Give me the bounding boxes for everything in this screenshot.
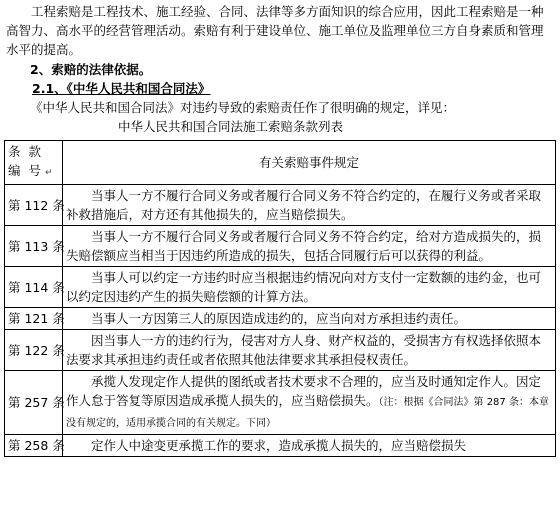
clause-number: 第 257 条 (5, 371, 63, 435)
table-row (5, 330, 556, 371)
table-row (5, 308, 556, 330)
intro-paragraph: 工程索赔是工程技术、施工经验、合同、法律等多方面知识的综合应用，因此工程索赔是一种高智力、高水平的经营管理活动。索赔有利于建设单位、施工单位及监理单位三方自身素质和管理水平的提高。 (6, 4, 544, 57)
clause-number: 第 114 条 (5, 267, 63, 308)
clause-number: 第 112 条 (5, 185, 63, 226)
clause-note: （注：根据《合同法》第 287 条：本章没有规定的，适用承揽合同的有关规定。下同） (66, 397, 549, 429)
clause-text: 当事人可以约定一方违约时应当根据违约情况向对方支付一定数额的违约金，也可以约定因违约产生的损失赔偿额的计算方法。 (63, 267, 556, 308)
clause-text: 因当事人一方的违约行为，侵害对方人身、财产权益的，受损害方有权选择依照本法要求其承担违约责任或者依照其他法律要求其承担侵权责任。 (63, 330, 556, 371)
table-row (5, 226, 556, 267)
clause-table (4, 140, 556, 457)
header-clause-number: 条 款 编 号 ↵ (5, 141, 63, 185)
section-subheading: 2.1、《中华人民共和国合同法》 (32, 81, 211, 96)
clause-number: 第 122 条 (5, 330, 63, 371)
table-row (5, 435, 556, 457)
clause-text: 定作人中途变更承揽工作的要求，造成承揽人损失的，应当赔偿损失 (63, 435, 556, 457)
clause-number: 第 113 条 (5, 226, 63, 267)
clause-text: 当事人一方因第三人的原因造成违约的，应当向对方承担违约责任。 (63, 308, 556, 330)
table-row (5, 185, 556, 226)
section-lead: 《中华人民共和国合同法》对违约导致的索赔责任作了很明确的规定，详见： (30, 100, 456, 115)
header-event-rules: 有关索赔事件规定 (63, 141, 556, 185)
table-row (5, 371, 556, 435)
clause-text: 当事人一方不履行合同义务或者履行合同义务不符合约定，给对方造成损失的，损失赔偿额应当相当于因违约所造成的损失，包括合同履行后可以获得的利益。 (63, 226, 556, 267)
clause-text (63, 371, 556, 435)
section-heading: 2、索赔的法律依据。 (30, 62, 152, 77)
clause-text: 当事人一方不履行合同义务或者履行合同义务不符合约定的，在履行义务或者采取补救措施后，对方还有其他损失的，应当赔偿损失。 (63, 185, 556, 226)
clause-body: 承揽人发现定作人提供的图纸或者技术要求不合理的，应当及时通知定作人。因定作人怠于答复等原因造成承揽人损失的，应当赔偿损失。 (66, 374, 542, 408)
table-row (5, 267, 556, 308)
table-title: 中华人民共和国合同法施工索赔条款列表 (118, 119, 344, 134)
clause-number: 第 258 条 (5, 435, 63, 457)
table-header-row (5, 141, 556, 185)
clause-number: 第 121 条 (5, 308, 63, 330)
